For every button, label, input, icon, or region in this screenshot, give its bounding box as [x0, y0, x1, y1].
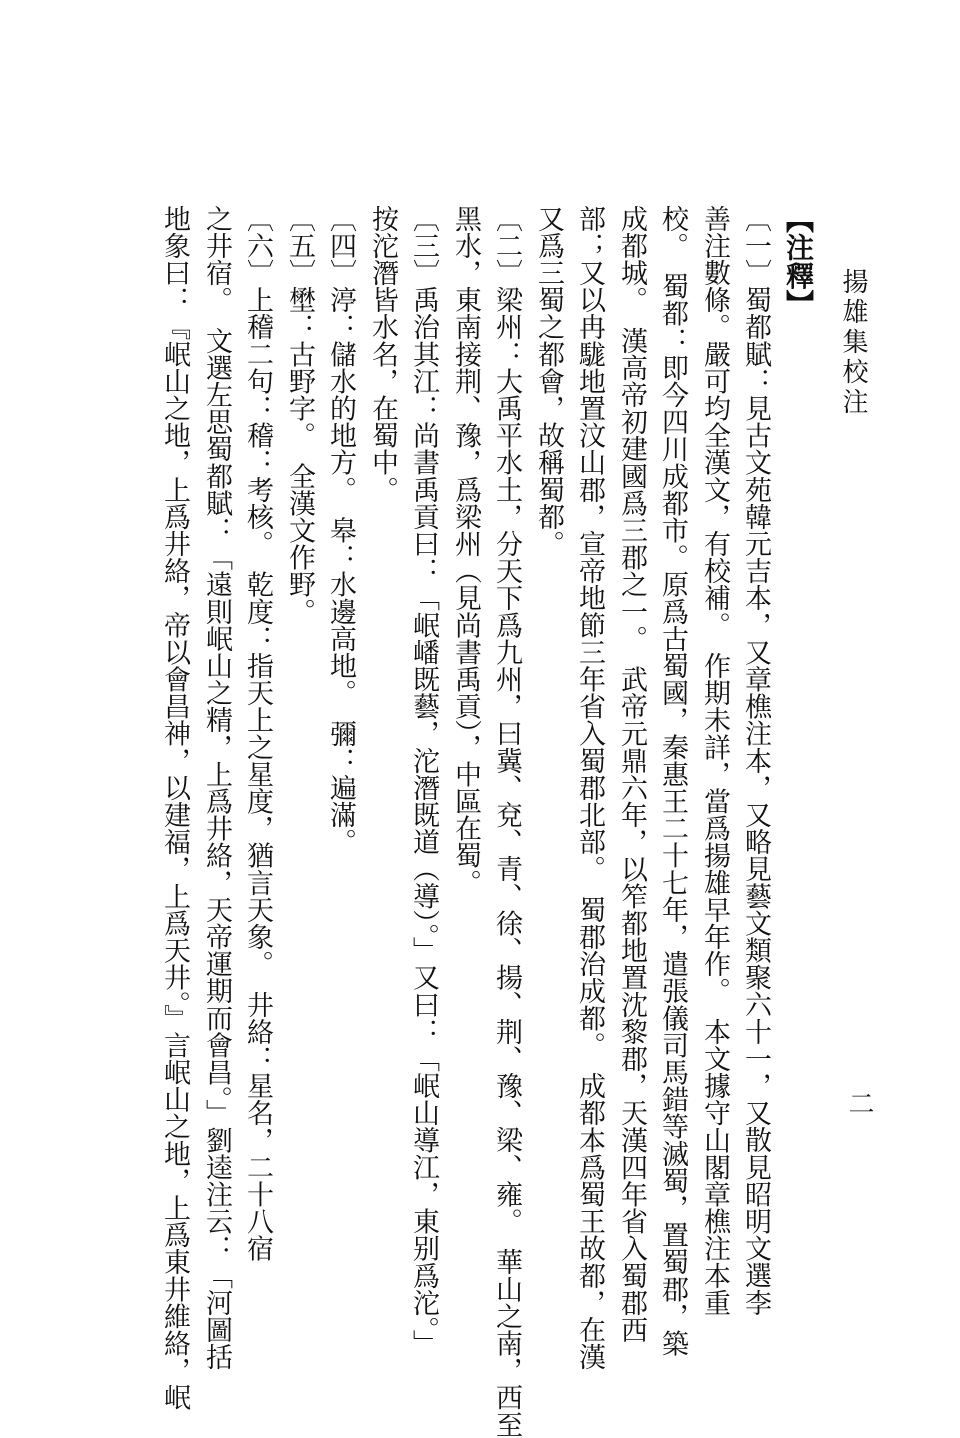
note-column: 地象曰：『岷山之地，上爲井絡，帝以會昌神，以建福，上爲天井。』言岷山之地，上爲東井維絡，岷: [159, 205, 190, 1411]
note-column: 〔四〕渟：儲水的地方。 皋：水邊高地。 彌：遍滿。: [325, 205, 356, 856]
annotations-section: [130, 205, 830, 1438]
note-column: 成都城。 漢高帝初建國爲三郡之一。 武帝元鼎六年，以笮都地置沈黎郡，天漢四年省入蜀郡西: [616, 205, 647, 1344]
note-column: 部；又以冉駹地置汶山郡，宣帝地節三年省入蜀郡北部。 蜀郡治成都。 成都本爲蜀王故都，在漢: [574, 205, 605, 1371]
note-column: 按沱潛皆水名，在蜀中。: [367, 205, 398, 504]
note-column: 黑水，東南接荆、豫，爲梁州（見尚書禹貢），中區在蜀。: [450, 205, 481, 897]
note-column: 之井宿。 文選左思蜀都賦：「遠則岷山之精，上爲井絡，天帝運期而會昌。」劉逵注云：「河圖括: [201, 205, 232, 1371]
note-column: 又爲三蜀之都會，故稱蜀都。: [533, 205, 564, 558]
note-column: 〔三〕禹治其江：尚書禹貢曰：「岷嶓既藝，沱潛既道（導）。」又曰：「岷山導江，東别爲沱。」: [408, 205, 439, 1357]
note-column: 善注數條。嚴可均全漢文，有校補。 作期未詳，當爲揚雄早年作。 本文據守山閣章樵注本重: [699, 205, 730, 1317]
book-title: 揚雄集校注: [838, 268, 868, 418]
note-column: 〔六〕上稽二句：稽：考核。 乾度：指天上之星度，猶言天象。 井絡：星名，二十八宿: [242, 205, 273, 1262]
page-number: 二: [844, 1090, 874, 1120]
annotations-heading: 【注釋】: [782, 205, 815, 318]
note-column: 校。 蜀都：即今四川成都市。原爲古蜀國，秦惠王二十七年，遣張儀司馬錯等滅蜀，置蜀郡，築: [657, 205, 688, 1357]
note-column: 〔一〕蜀都賦：見古文苑韓元吉本，又章樵注本，又略見藝文類聚六十一，又散見昭明文選李: [740, 205, 771, 1317]
note-column: 〔二〕梁州：大禹平水土，分天下爲九州，曰冀、兗、青、徐、揚、荆、豫、梁、雍。 華山之南，西至: [491, 205, 522, 1438]
note-column: 〔五〕壄：古野字。 全漢文作野。: [284, 205, 315, 626]
